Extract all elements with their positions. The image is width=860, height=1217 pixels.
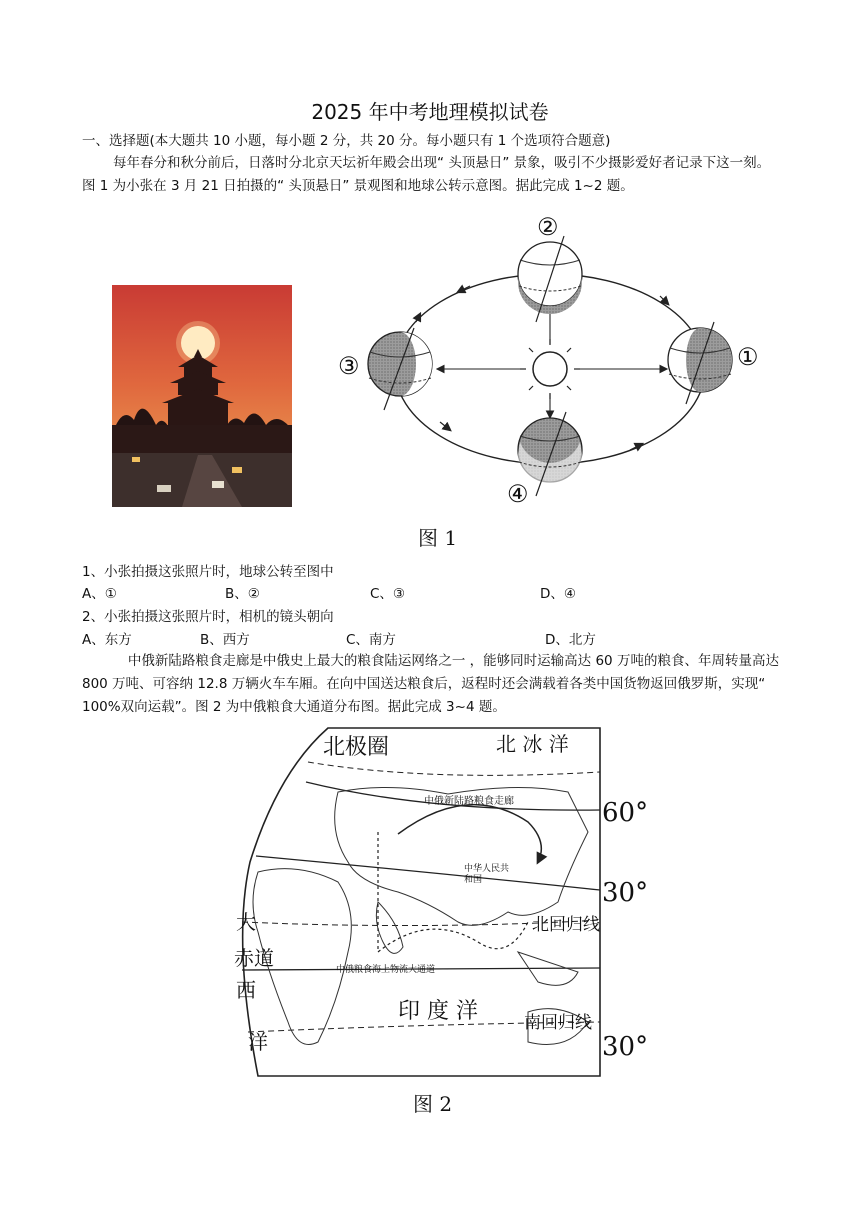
lat-label-60n: 60°: [602, 798, 649, 828]
figure-1-caption: 图 1: [418, 526, 458, 550]
map-label-tropic-cancer: 北回归线: [532, 915, 600, 935]
map-label-sea-route: 中俄粮食海上物流大通道: [336, 965, 436, 975]
question-2-stem: 2、小张拍摄这张照片时，相机的镜头朝向: [82, 609, 334, 625]
q2-option-d: D、北方: [545, 632, 596, 648]
map-label-arctic-circle: 北极圈: [323, 735, 390, 760]
q2-option-a: A、东方: [82, 632, 132, 648]
map-label-land-corridor: 中俄新陆路粮食走廊: [424, 796, 514, 807]
intro-paragraph-1: 每年春分和秋分前后，日落时分北京天坛祈年殿会出现“ 头顶悬日” 景象，吸引不少摄影爱好者记录下这一刻。图 1 为小张在 3 月 21 日拍摄的“ 头顶悬日” 景观图和地球公转示意图。据此完成 1~2 题。: [82, 155, 771, 194]
earth-orbit-diagram: [330, 212, 770, 517]
lat-label-30n: 30°: [602, 878, 649, 908]
orbit-label-1: ①: [737, 343, 759, 371]
map-label-atlantic-2: 西: [236, 978, 256, 1002]
q2-option-b: B、西方: [200, 632, 250, 648]
q2-option-c: C、南方: [346, 632, 396, 648]
map-label-prc: 中华人民共和国: [464, 864, 510, 885]
orbit-label-3: ③: [338, 352, 360, 380]
exam-title: 2025 年中考地理模拟试卷: [311, 100, 549, 124]
section-header: 一、选择题(本大题共 10 小题，每小题 2 分，共 20 分。每小题只有 1 个选项符合题意): [82, 133, 611, 149]
orbit-label-2: ②: [537, 213, 559, 241]
map-label-indian-ocean: 印 度 洋: [398, 999, 478, 1024]
map-label-arctic-ocean: 北 冰 洋: [496, 732, 569, 756]
q1-option-b: B、②: [225, 586, 260, 602]
q1-option-a: A、①: [82, 586, 117, 602]
map-label-tropic-capricorn: 南回归线: [524, 1013, 592, 1033]
lat-label-30s: 30°: [602, 1032, 649, 1062]
orbit-label-4: ④: [507, 480, 529, 508]
map-label-equator: 赤道: [234, 946, 274, 970]
q1-option-c: C、③: [370, 586, 406, 602]
sun-icon: [520, 339, 580, 399]
map-label-atlantic-3: 洋: [248, 1030, 268, 1054]
grain-corridor-map: [228, 722, 668, 1082]
figure-2-caption: 图 2: [413, 1092, 453, 1116]
question-1-stem: 1、小张拍摄这张照片时，地球公转至图中: [82, 564, 334, 580]
temple-sunset-photo: [112, 285, 292, 507]
q1-option-d: D、④: [540, 586, 576, 602]
intro-paragraph-2: 中俄新陆路粮食走廊是中俄史上最大的粮食陆运网络之一 ，能够同时运输高达 60 万吨的粮食、年周转量高达 800 万吨、可容纳 12.8 万辆火车车厢。在向中国送达粮食后，返程时还会满载着各类中国货物返回俄罗斯，实现“ 100%双向运载”。图 2 为中俄粮食大通道分布图。据此完成 3~4 题。: [82, 653, 779, 715]
map-label-atlantic-1: 大: [236, 910, 256, 934]
